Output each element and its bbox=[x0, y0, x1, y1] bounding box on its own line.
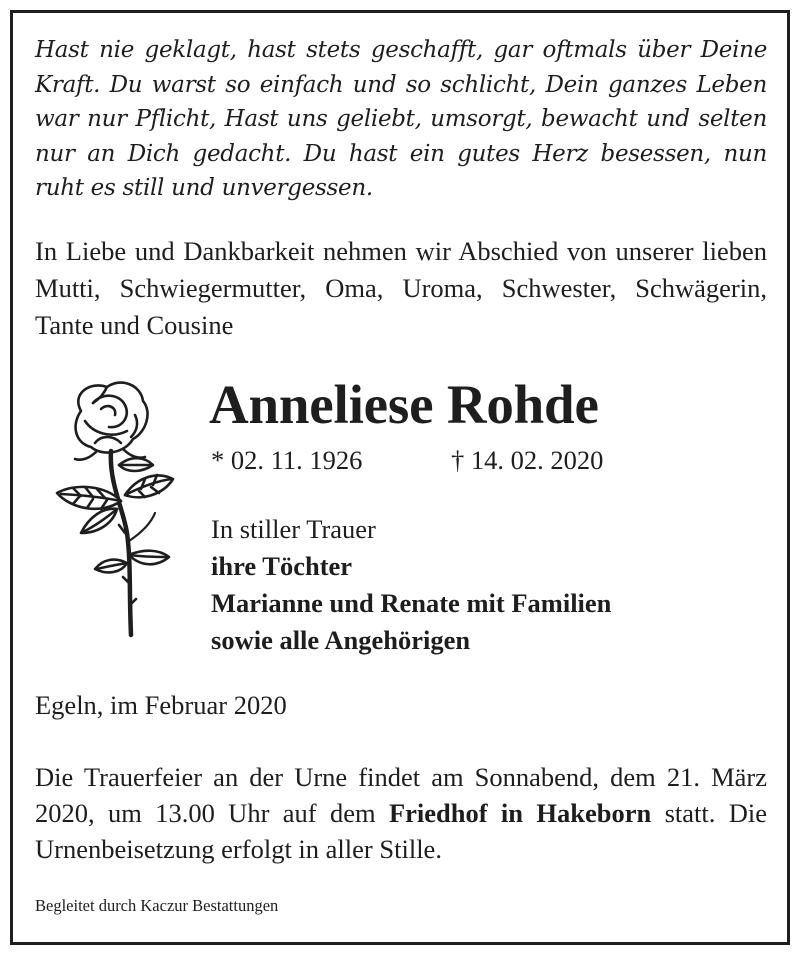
undertaker-credit: Begleitet durch Kaczur Bestattungen bbox=[35, 896, 279, 915]
cemetery-location: Friedhof in Hakeborn bbox=[388, 798, 652, 828]
birth-date: * 02. 11. 1926 bbox=[211, 445, 363, 475]
service-text-after: statt. Die Urnenbeisetzung erfolgt in aller Stille. bbox=[35, 798, 767, 864]
mourning-phrase: In stiller Trauer bbox=[211, 514, 376, 544]
daughters-label: ihre Töchter bbox=[211, 551, 353, 581]
mourners-block bbox=[211, 511, 611, 659]
deceased-name: Anneliese Rohde bbox=[209, 374, 599, 435]
obituary-notice bbox=[10, 10, 790, 945]
funeral-service-info bbox=[35, 759, 767, 867]
place-and-date: Egeln, im Februar 2020 bbox=[35, 690, 287, 720]
poem-verse: Hast nie geklagt, hast stets geschafft, gar oftmals über Deine Kraft. Du warst so einfach und so schlicht, Dein ganzes Leben war nur Pflicht, Hast uns geliebt, umsorgt, bewacht und selten nur an Dich gedacht. Du hast ein gutes Herz besessen, nun ruht es still und unvergessen. bbox=[35, 37, 767, 201]
daughters-names: Marianne und Renate mit Familien bbox=[211, 588, 612, 618]
death-date: † 14. 02. 2020 bbox=[451, 445, 604, 475]
rose-illustration bbox=[41, 373, 176, 638]
farewell-intro: In Liebe und Dankbarkeit nehmen wir Abschied von unserer lieben Mutti, Schwiegermutter, Oma, Uroma, Schwester, Schwägerin, Tante und Cousine bbox=[35, 236, 767, 340]
service-text-before: Die Trauerfeier an der Urne findet am Sonnabend, dem 21. März 2020, um 13.00 Uhr auf dem bbox=[35, 762, 767, 828]
life-dates bbox=[211, 443, 604, 477]
relatives-line: sowie alle Angehörigen bbox=[211, 625, 471, 655]
